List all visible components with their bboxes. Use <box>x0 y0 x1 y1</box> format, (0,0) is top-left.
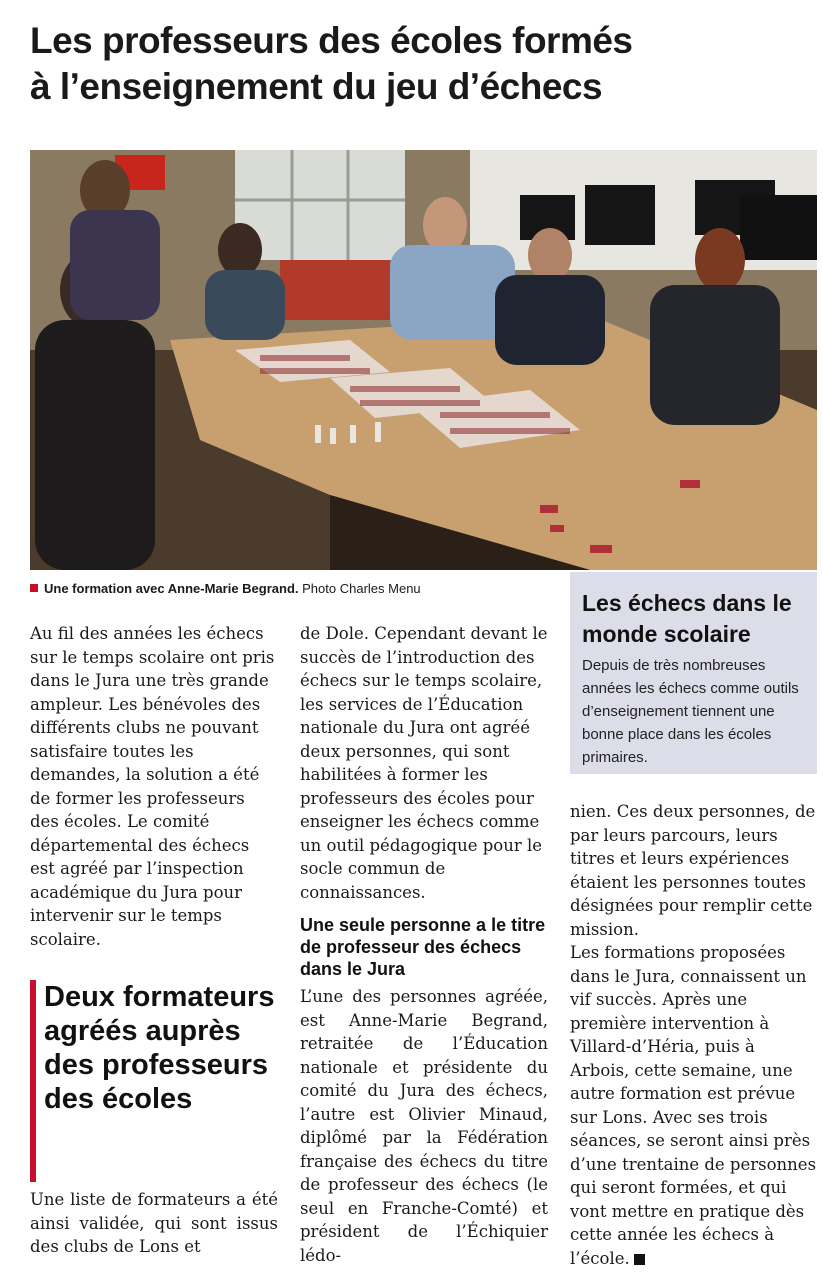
photo-credit: Photo Charles Menu <box>302 581 421 596</box>
caption-text: Une formation avec Anne-Marie Begrand. <box>44 581 299 596</box>
subheading: Une seule personne a le titre de professeur des échecs dans le Jura <box>300 915 546 979</box>
body-paragraph-4: L’une des personnes agréée, est Anne-Marie Begrand, retraitée de l’Éducation nationale et présidente du comité du Jura des échecs, l’autre est Olivier Minaud, diplômé par la Fédération française des échecs du titre de professeur des échecs (le seul en Franche-Comté) et président de l’Échiquier lédo- <box>300 987 548 1265</box>
body-paragraph-1: Au fil des années les échecs sur le temps scolaire ont pris dans le Jura une très grande ampleur. Les bénévoles des différents clubs ne pouvant satisfaire toutes les demandes, la solution a été de former les professeurs des écoles. Le comité départemental des échecs est agréé par l’inspection académique du Jura pour intervenir sur le temps scolaire. <box>30 624 275 949</box>
sidebar-box <box>570 572 817 774</box>
article-headline <box>30 18 810 110</box>
headline-line-2: à l’enseignement du jeu d’échecs <box>30 66 603 107</box>
headline-line-1: Les professeurs des écoles formés <box>30 20 633 61</box>
pull-quote-text: Deux formateurs agréés auprès des professeurs des écoles <box>44 981 275 1115</box>
column-1-bottom <box>30 1188 278 1259</box>
column-1 <box>30 622 278 951</box>
body-paragraph-2: Une liste de formateurs a été ainsi validée, qui sont issus des clubs de Lons et <box>30 1190 278 1256</box>
body-paragraph-5: nien. Ces deux personnes, de par leurs parcours, leurs titres et leurs expériences étaient les personnes toutes désignées pour remplir cette mission. <box>570 802 816 939</box>
column-2-bottom <box>300 985 548 1267</box>
column-3 <box>570 800 817 1270</box>
column-2 <box>300 622 548 904</box>
end-mark-icon <box>634 1254 645 1265</box>
sidebar-title: Les échecs dans le monde scolaire <box>582 590 792 647</box>
photo-caption <box>30 581 421 596</box>
caption-marker-icon <box>30 584 38 592</box>
pull-quote <box>30 980 280 1182</box>
article-photo <box>30 150 817 570</box>
body-paragraph-6 <box>570 941 817 1270</box>
body-paragraph-3: de Dole. Cependant devant le succès de l’introduction des échecs sur le temps scolaire, les services de l’Éducation nationale du Jura ont agréé deux personnes, qui sont habilitées à former les professeurs des écoles pour enseigner les échecs comme un outil pédagogique pour le socle commun de connaissances. <box>300 624 548 902</box>
sidebar-text: Depuis de très nombreuses années les échecs comme outils d’enseignement tiennent une bonne place dans les écoles primaires. <box>582 657 799 766</box>
body-paragraph-6-text: Les formations proposées dans le Jura, connaissent un vif succès. Après une première intervention à Villard-d’Héria, puis à Arbois, cette semaine, une autre formation est prévue sur Lons. Avec ses trois séances, se seront ainsi près d’une trentaine de personnes qui seront formées, et qui vont mettre en pratique dès cette année les échecs à l’école. <box>570 943 817 1268</box>
